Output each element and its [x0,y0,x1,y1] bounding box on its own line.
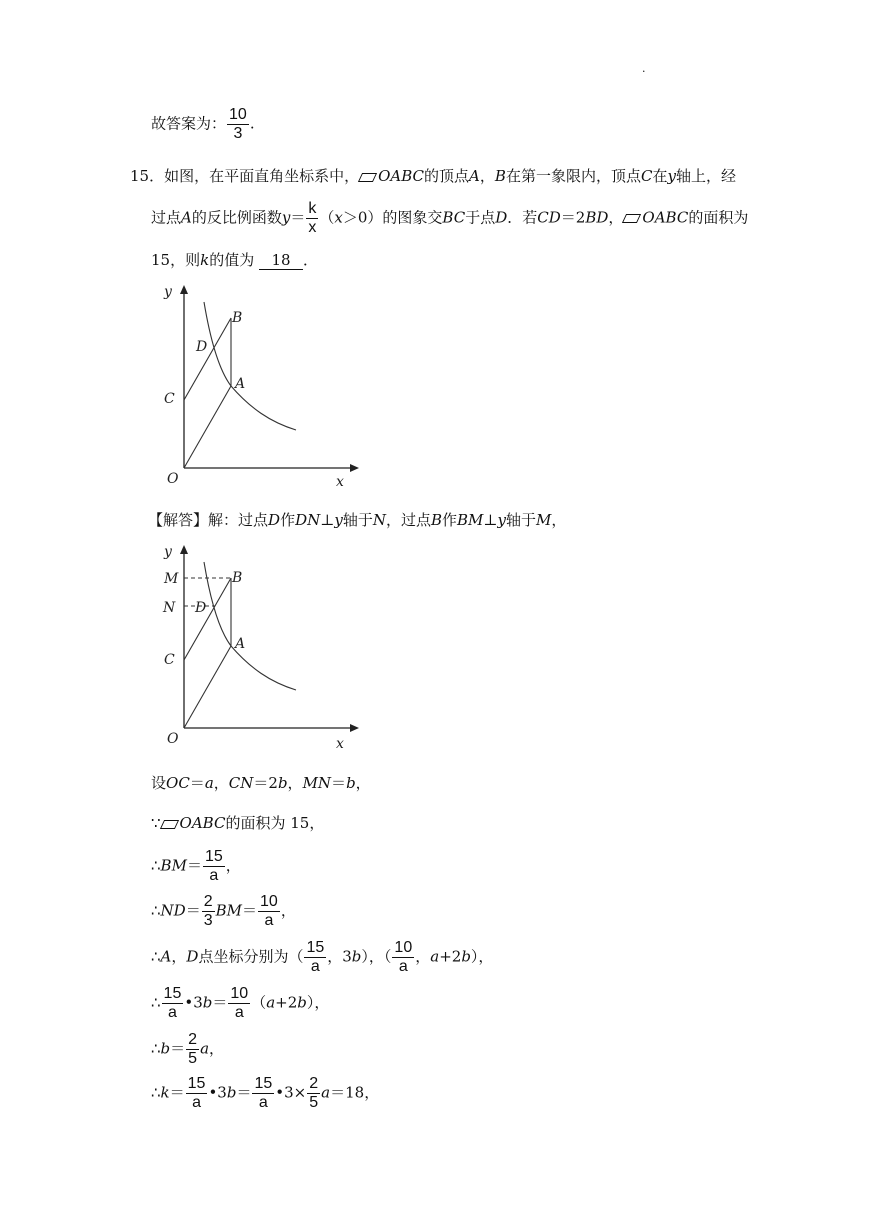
fraction: $\frac{15}{a}$ [306,939,325,975]
point-label-n: N [163,600,176,616]
page-mark: . [642,62,646,75]
step-3: ∴BM＝ $\frac{15}{a}$ ， [151,848,241,884]
point-label-a: A [235,636,246,652]
point-label-c: C [164,391,175,407]
point-label-o: O [167,471,179,487]
point-label-a: A [235,376,246,392]
prev-answer-line: 故答案为： $\frac{10}{3}$ . [151,106,255,142]
fraction: $\frac{15}{a}$ [254,1075,273,1111]
fraction: $\frac{k}{x}$ [308,200,317,236]
axis-label-x: x [336,736,344,752]
step-1: 设OC＝a，CN＝2b，MN＝b， [151,774,371,792]
point-label-d: D [196,339,208,355]
answer-blank: 18 [259,251,303,270]
point-label-m: M [164,571,179,587]
fraction: $\frac{15}{a}$ [204,848,223,884]
fraction: $\frac{10}{a}$ [230,985,249,1021]
problem-number: 15． [130,167,165,185]
fraction: $\frac{2}{3}$ [203,893,213,929]
point-label-o: O [167,731,179,747]
solution-line: 【解答】解：过点D作DN⊥y轴于N，过点B作BM⊥y轴于M， [148,511,567,529]
step-6: ∴ $\frac{15}{a}$ •3b＝ $\frac{10}{a}$ （a+2b）， [151,985,330,1021]
fraction: $\frac{15}{a}$ [163,985,182,1021]
axis-label-x: x [336,474,344,490]
point-label-c: C [164,652,175,668]
point-label-b: B [232,570,243,586]
step-2: ∵ OABC的面积为 15， [151,814,325,832]
fraction: $\frac{2}{5}$ [188,1031,198,1067]
parallelogram-symbol [622,214,641,223]
point-label-d: D [195,600,207,616]
figure-1 [150,280,370,495]
axis-label-y: y [164,284,172,300]
step-8: ∴k＝ $\frac{15}{a}$ •3b＝ $\frac{15}{a}$ •3× $\frac{2}{5}$ a＝18， [151,1075,380,1111]
problem-line-3: 15，则k的值为 18 ． [151,251,318,269]
parallelogram-symbol [358,173,377,182]
solution-tag: 【解答】 [148,511,209,529]
fraction: $\frac{10}{3}$ [229,106,247,142]
figure-2 [150,540,370,755]
fraction: $\frac{2}{5}$ [309,1075,319,1111]
problem-line-1: 15．如图，在平面直角坐标系中， OABC的顶点A，B在第一象限内，顶点C在y轴上，经 [130,167,736,185]
axis-label-y: y [164,544,172,560]
point-label-b: B [232,310,243,326]
step-7: ∴b＝ $\frac{2}{5}$ a， [151,1031,225,1067]
fraction: $\frac{10}{a}$ [394,939,413,975]
fraction: $\frac{15}{a}$ [187,1075,206,1111]
step-5: ∴A，D点坐标分别为（ $\frac{15}{a}$ ，3b），（ $\frac{10}{a}$ ，a+2b）， [151,939,494,975]
problem-line-2: 过点A的反比例函数y＝ $\frac{k}{x}$ （x＞0）的图象交BC于点D．若CD＝2BD， OABC的面积为 [151,200,749,236]
fraction: $\frac{10}{a}$ [260,893,278,929]
parallelogram-symbol [159,820,178,829]
step-4: ∴ND＝ $\frac{2}{3}$ BM＝ $\frac{10}{a}$ ， [151,893,296,929]
